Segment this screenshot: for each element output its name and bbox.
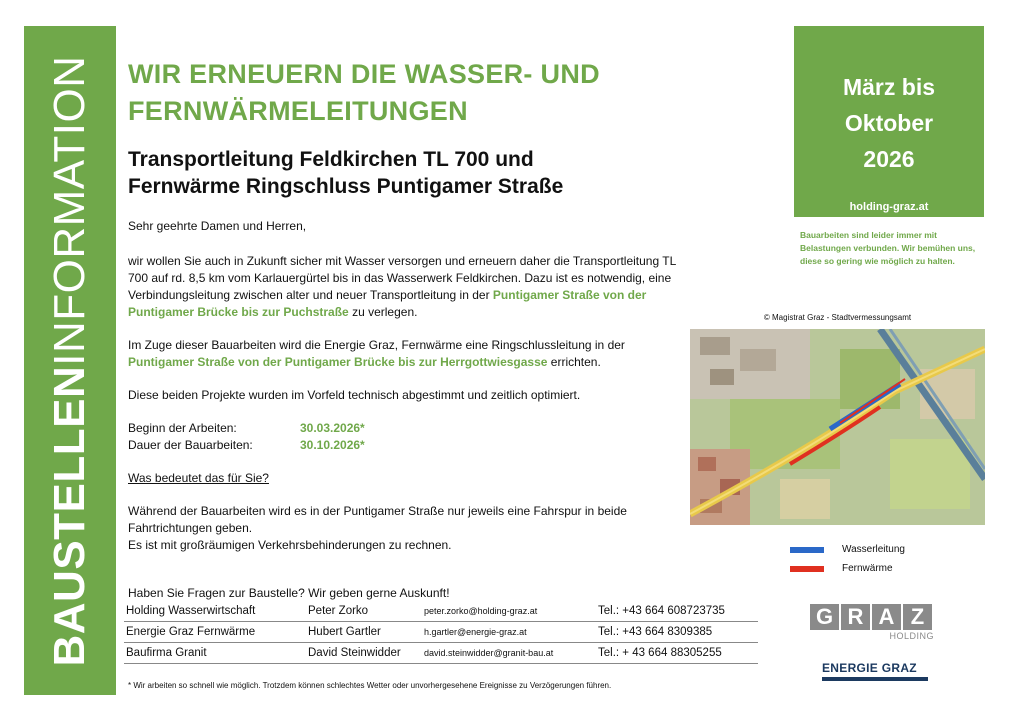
page-title: [128, 56, 688, 130]
greeting: Sehr geehrte Damen und Herren,: [128, 219, 307, 233]
sidebar-title-bold: BAUSTELLEN: [45, 365, 94, 666]
contact-phone[interactable]: Tel.: +43 664 608723735: [596, 601, 758, 622]
paragraph-heat-location: Puntigamer Straße von der Puntigamer Brücke bis zur Herrgottwiesgasse: [128, 355, 548, 369]
contacts-heading: Haben Sie Fragen zur Baustelle? Wir geben gerne Auskunft!: [128, 586, 450, 600]
construction-period: [794, 69, 984, 177]
legend-item-water: [790, 540, 905, 559]
holding-graz-logo: [810, 604, 934, 644]
site-map-image: [690, 329, 985, 525]
sidebar-banner: [24, 26, 116, 695]
map-credit: © Magistrat Graz - Stadtvermessungsamt: [763, 313, 912, 322]
contact-email[interactable]: david.steinwidder@granit-bau.at: [422, 643, 596, 664]
graz-letter: R: [841, 604, 870, 630]
holding-label: HOLDING: [889, 631, 934, 641]
start-value: 30.03.2026*: [300, 421, 365, 435]
energie-graz-text: ENERGIE GRAZ: [822, 661, 917, 675]
sidebar-title: [45, 55, 95, 666]
energie-graz-bar: [822, 677, 928, 681]
paragraph-water-end: zu verlegen.: [352, 305, 418, 319]
contacts-table: [124, 601, 758, 664]
contact-phone[interactable]: Tel.: + 43 664 88305255: [596, 643, 758, 664]
contact-person: David Steinwidder: [306, 643, 422, 664]
page-subtitle: [128, 146, 688, 200]
graz-letter: Z: [903, 604, 932, 630]
page-title-line1: WIR ERNEUERN DIE WASSER- UND: [128, 59, 600, 89]
paragraph-heat-text: Im Zuge dieser Bauarbeiten wird die Energie Graz, Fernwärme eine Ringschlussleitung in der: [128, 338, 625, 352]
contact-person: Hubert Gartler: [306, 622, 422, 643]
legend-label-heat: Fernwärme: [842, 563, 893, 574]
contact-company: Holding Wasserwirtschaft: [124, 601, 306, 622]
site-map: [690, 329, 985, 525]
map-legend: [790, 540, 905, 578]
paragraph-heat: [128, 337, 688, 371]
paragraph-water: [128, 253, 688, 321]
contact-email[interactable]: peter.zorko@holding-graz.at: [422, 601, 596, 622]
contact-phone[interactable]: Tel.: +43 664 8309385: [596, 622, 758, 643]
graz-letters: [810, 604, 934, 630]
paragraph-heat-end: errichten.: [550, 355, 601, 369]
paragraph-water-location: Puntigamer Straße von der Puntigamer Brücke bis zur Puchstraße: [128, 288, 647, 319]
sidebar-title-light: INFORMATION: [45, 55, 94, 366]
paragraph-traffic-warning: Es ist mit großräumigen Verkehrsbehinderungen zu rechnen.: [128, 538, 452, 552]
legend-item-heat: [790, 559, 905, 578]
paragraph-traffic: Während der Bauarbeiten wird es in der Puntigamer Straße nur jeweils eine Fahrspur in beide Fahrtrichtungen geben.: [128, 504, 627, 535]
schedule: [128, 420, 688, 454]
page-subtitle-line1: Transportleitung Feldkirchen TL 700 und: [128, 148, 534, 171]
duration-value: 30.10.2026*: [300, 438, 365, 452]
energie-graz-logo: [822, 661, 928, 681]
contact-company: Baufirma Granit: [124, 643, 306, 664]
legend-swatch-heat: [790, 566, 824, 572]
paragraph-water-text: wir wollen Sie auch in Zukunft sicher mit Wasser versorgen und erneuern daher die Transportleitung TL 700 auf rd. 8,5 km vom Karlauergürtel bis in das Wasserwerk Feldkirchen. Dazu ist es notwendig, eine Verbindungsleitung zwischen alter und neuer Transportleitung in der: [128, 254, 676, 302]
legend-swatch-water: [790, 547, 824, 553]
graz-letter: G: [810, 604, 839, 630]
period-line3: 2026: [863, 146, 915, 172]
question-heading: Was bedeutet das für Sie?: [128, 471, 269, 485]
duration-label: Dauer der Bauarbeiten:: [128, 438, 253, 452]
contact-row: [124, 601, 758, 622]
page-title-line2: FERNWÄRMELEITUNGEN: [128, 96, 468, 126]
page-subtitle-line2: Fernwärme Ringschluss Puntigamer Straße: [128, 175, 564, 198]
paragraph-coordination: Diese beiden Projekte wurden im Vorfeld technisch abgestimmt und zeitlich optimiert.: [128, 388, 581, 402]
contact-company: Energie Graz Fernwärme: [124, 622, 306, 643]
legend-label-water: Wasserleitung: [842, 544, 905, 555]
period-line2: Oktober: [844, 110, 934, 136]
website-link[interactable]: holding-graz.at: [849, 201, 929, 213]
contact-email[interactable]: h.gartler@energie-graz.at: [422, 622, 596, 643]
apology-note: Bauarbeiten sind leider immer mit Belastungen verbunden. Wir bemühen uns, diese so gering wie möglich zu halten.: [800, 230, 976, 266]
contact-row: [124, 622, 758, 643]
date-box: [794, 26, 984, 217]
footnote: * Wir arbeiten so schnell wie möglich. Trotzdem können schlechtes Wetter oder unvorhergesehene Ereignisse zu Verzögerungen führen.: [128, 681, 612, 690]
period-line1: März bis: [842, 74, 936, 100]
start-label: Beginn der Arbeiten:: [128, 421, 237, 435]
contact-person: Peter Zorko: [306, 601, 422, 622]
contact-row: [124, 643, 758, 664]
letter-body: [128, 218, 688, 554]
graz-letter: A: [872, 604, 901, 630]
